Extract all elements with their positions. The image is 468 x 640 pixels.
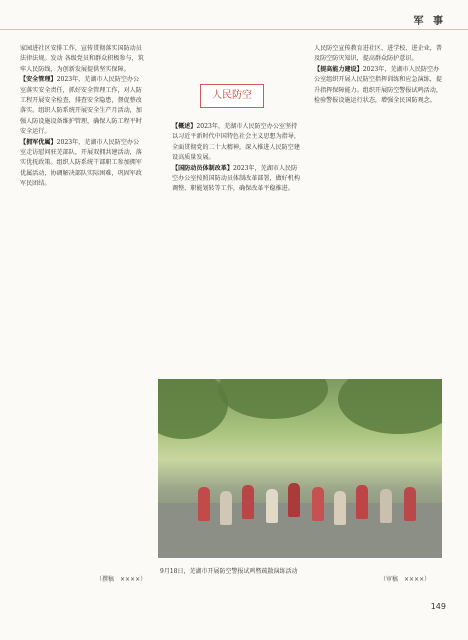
paragraph-heading: 【安全管理】: [20, 76, 57, 84]
paragraph: [314, 65, 442, 107]
credit-right: （审稿 ××××）: [380, 576, 431, 583]
paragraph: [20, 138, 145, 190]
header-rule: [0, 29, 468, 30]
paragraph: [314, 44, 442, 65]
paragraph-heading: 【国防动员体制改革】: [172, 164, 233, 172]
paragraph-heading: 【概述】: [172, 123, 197, 130]
photo-caption: 9月18日，芜湖市开展防空警报试鸣暨疏散演练活动: [160, 568, 298, 575]
paragraph-heading: 【提高能力建设】: [314, 65, 363, 73]
paragraph: [172, 122, 300, 164]
paragraph-text: 2023年，芜湖市人民防空办公室坚持以习近平新时代中国特色社会主义思想为指导，全面贯彻党的二十大精神，深入推进人民防空建设高质量发展。: [172, 123, 300, 162]
section-title: 军 事: [413, 16, 446, 27]
paragraph: [20, 44, 145, 75]
paragraph-text: 人民防空宣传教育进社区、进学校、进企业，普及防空防灾知识，提高群众防护意识。: [314, 45, 442, 63]
page-number: 149: [430, 602, 446, 611]
paragraph-text: 家园进社区安排工作，宣传贯彻落实国防动员法律法规。发动 各级党员和群众积极参与，筑牢人民防线，为创新发展提供坚实保障。: [20, 45, 144, 73]
paragraph-heading: 【拥军优属】: [20, 138, 57, 146]
paragraph-text: 2023年，芜湖市人民防空办公室落实安全责任，抓好安全管理工作，对人防工程开展安全检查，排查安全隐患，督促整改落实。组织人防系统开展安全生产月活动，加强人防设施设备维护管理，确保人防工程平时安全运行。: [20, 76, 142, 136]
paragraph-text: 2023年，芜湖市人民防空办公室组织开展人民防空指挥训练和应急演练，提升指挥保障能力。组织开展防空警报试鸣活动，检验警报设施运行状态，增强全民国防观念。: [314, 65, 442, 105]
column-1: [20, 44, 145, 539]
section-heading-box: [200, 84, 264, 108]
section-heading: 人民防空: [212, 90, 252, 101]
paragraph-text: 2023年，芜湖市人民防空办公室按照国防动员体制改革部署，做好机构调整、职能划转等工作，确保改革平稳推进。: [172, 164, 300, 193]
news-photo: [158, 379, 442, 558]
paragraph: [172, 164, 300, 195]
credit-left: （撰稿 ××××）: [96, 576, 147, 583]
column-3: [314, 44, 442, 380]
paragraph: [20, 75, 145, 137]
paragraph-text: 2023年，芜湖市人民防空办公室走访慰问驻芜部队，开展双拥共建活动，落实优抚政策。组织人防系统干部职工参加拥军优属活动，协调解决部队实际困难，巩固军政军民团结。: [20, 138, 142, 188]
